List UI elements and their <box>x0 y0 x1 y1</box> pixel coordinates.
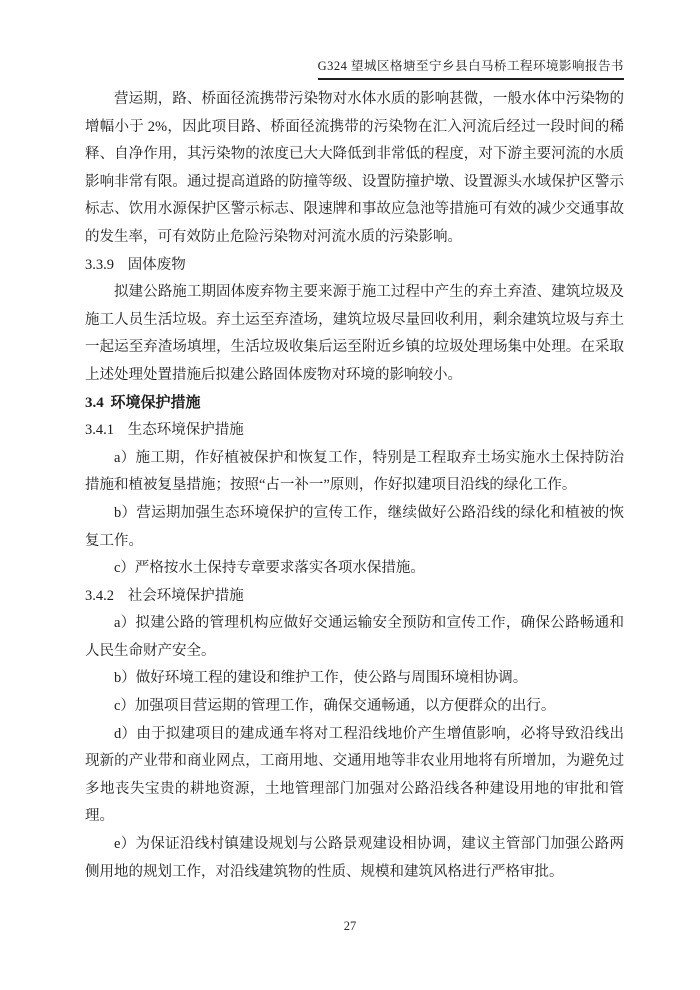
section-title: 环境保护措施 <box>110 394 201 411</box>
section-heading-3-4-2 <box>85 583 624 611</box>
section-heading-3-3-9 <box>85 252 624 280</box>
page-header <box>318 56 624 80</box>
page-number: 27 <box>343 919 357 933</box>
section-title: 社会环境保护措施 <box>127 587 244 604</box>
list-item-social-b: b）做好环境工程的建设和维护工作，使公路与周围环境相协调。 <box>114 670 528 687</box>
list-item-social-a: a）拟建公路的管理机构应做好交通运输安全预防和宣传工作，确保公路畅通和人民生命财产安全。 <box>85 615 624 659</box>
section-title: 生态环境保护措施 <box>127 422 244 439</box>
list-item-social-c: c）加强项目营运期的管理工作，确保交通畅通，以方便群众的出行。 <box>114 698 556 715</box>
list-item-eco-c: c）严格按水土保持专章要求落实各项水保措施。 <box>114 560 425 577</box>
list-item-eco-a: a）施工期，作好植被保护和恢复工作，特别是工程取弃土场实施水土保持防治措施和植被复垦措施；按照“占一补一”原则，作好拟建项目沿线的绿化工作。 <box>85 449 624 494</box>
section-heading-3-4-1 <box>85 417 624 445</box>
page-footer <box>0 919 700 934</box>
section-number: 3.4 <box>85 394 104 411</box>
section-heading-3-4 <box>85 390 624 418</box>
section-title: 固体废物 <box>127 256 186 273</box>
paragraph-solid-waste: 拟建公路施工期固体废弃物主要来源于施工过程中产生的弃土弃渣、建筑垃圾及施工人员生活垃圾。弃土运至弃渣场，建筑垃圾尽量回收利用，剩余建筑垃圾与弃土一起运至弃渣场填埋，生活垃圾收集后运至附近乡镇的垃圾处理场集中处理。在采取上述处理处置措施后拟建公路固体废物对环境的影响较小。 <box>85 284 624 383</box>
section-number: 3.4.2 <box>85 587 114 604</box>
section-number: 3.4.1 <box>85 422 114 439</box>
list-item-social-e: e）为保证沿线村镇建设规划与公路景观建设相协调，建议主管部门加强公路两侧用地的规划工作，对沿线建筑物的性质、规模和建筑风格进行严格审批。 <box>85 836 624 880</box>
section-number: 3.3.9 <box>85 256 114 273</box>
paragraph-operation-period-water: 营运期，路、桥面径流携带污染物对水体水质的影响甚微，一般水体中污染物的增幅小于 2%，因此项目路、桥面径流携带的污染物在汇入河流后经过一段时间的稀释、自净作用，其污染物的浓度已大大降低到非常低的程度，对下游主要河流的水质影响非常有限。通过提高道路的防撞等级、设置防撞护墩、设置源头水域保护区警示标志、饮用水源保护区警示标志、限速牌和事故应急池等措施可有效的减少交通事故的发生率，可有效防止危险污染物对河流水质的污染影响。 <box>85 91 624 245</box>
document-body <box>85 86 624 886</box>
list-item-social-d: d）由于拟建项目的建成通车将对工程沿线地价产生增值影响，必将导致沿线出现新的产业带和商业网点，工商用地、交通用地等非农业用地将有所增加，为避免过多地丧失宝贵的耕地资源，土地管理部门加强对公路沿线各种建设用地的审批和管理。 <box>85 725 624 825</box>
report-title-header: G324 望城区格塘至宁乡县白马桥工程环境影响报告书 <box>318 56 624 80</box>
list-item-eco-b: b）营运期加强生态环境保护的宣传工作，继续做好公路沿线的绿化和植被的恢复工作。 <box>85 504 624 549</box>
